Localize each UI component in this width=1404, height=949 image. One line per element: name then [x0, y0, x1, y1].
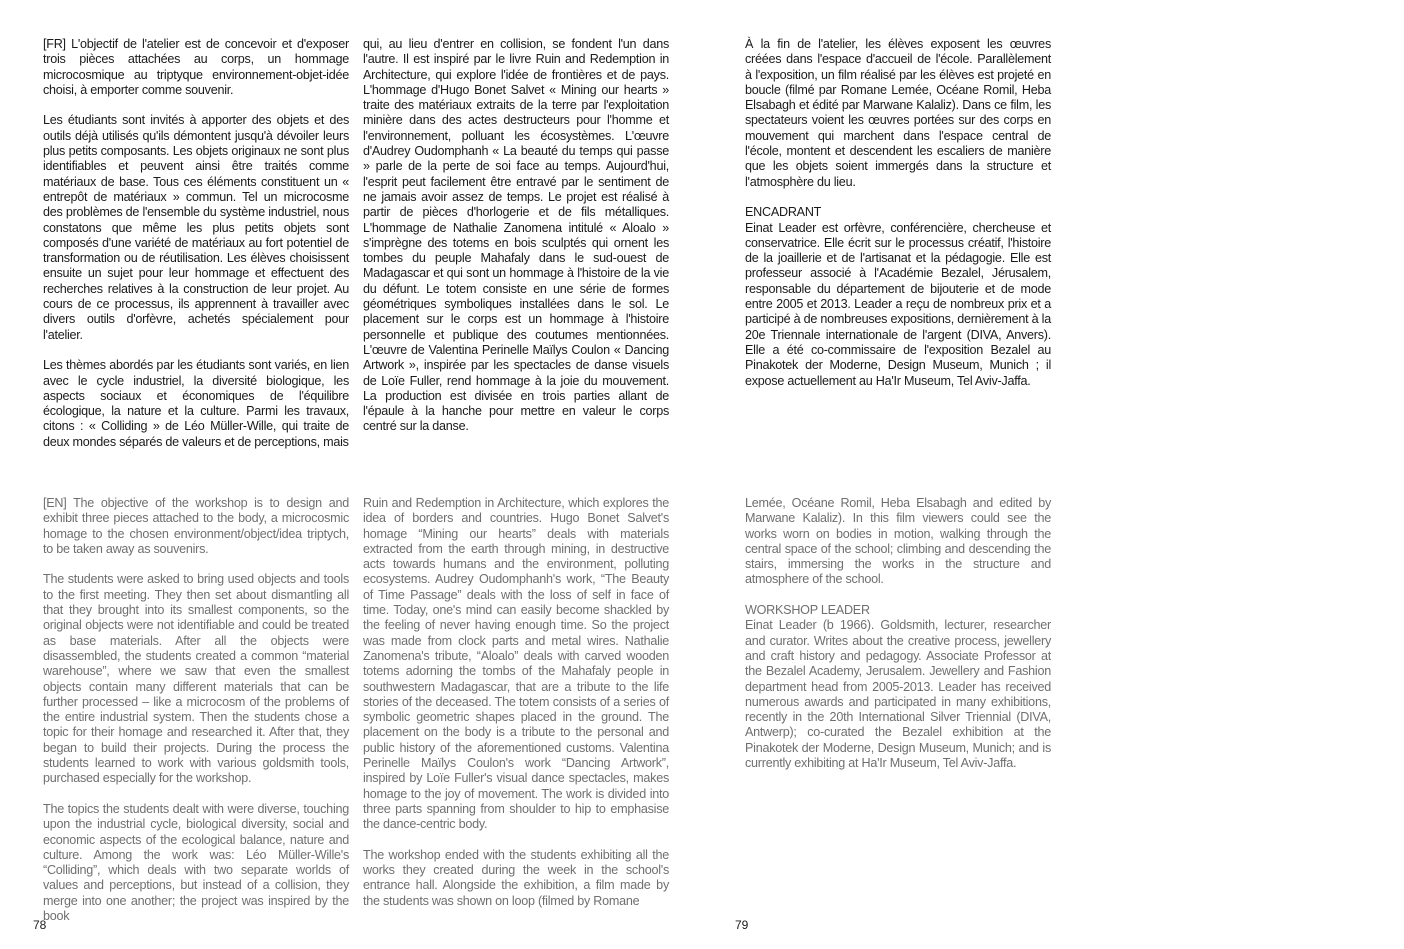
- en-paragraph-students: The students were asked to bring used objects and tools to the first meeting. They then set about dismantling all that they brought into its smallest components, so the original objects were not identifiable and could be treated as base materials. After all the objects were disassembled, the students created a common “material warehouse”, where we saw that even the smallest objects contain many different materials that can be further processed – like a microcosm of the problems of the entire industrial system. Then the students chose a topic for their homage and researched it. After that, they began to build their projects. During the process the students learned to work with various goldsmith tools, purchased especially for the workshop.: [43, 572, 349, 786]
- en-paragraph-exhibition: The workshop ended with the students exhibiting all the works they created during the week in the school's entrance hall. Alongside the exhibition, a film made by the students was shown on loop (filmed by Romane: [363, 847, 669, 908]
- en-paragraph-topics: The topics the students dealt with were diverse, touching upon the industrial cycle, biological diversity, social and economic aspects of the ecological balance, nature and culture. Among the work was: Léo Müller-Wille's “Colliding”, which deals with two separate worlds of values and perceptions, but instead of a collision, they merge into one another; the project was inspired by the book: [43, 801, 349, 924]
- en-paragraph-works: Ruin and Redemption in Architecture, which explores the idea of borders and countries. Hugo Bonet Salvet's homage “Mining our hearts” deals with materials extracted from the earth through mining, in destructive acts towards humans and the environment, polluting ecosystems. Audrey Oudomphanh's work, “The Beauty of Time Passage” deals with the loss of self in face of time. Today, one's mind can easily become shackled by the feeling of never having enough time. So the project was made from clock parts and metal wires. Nathalie Zanomena's tribute, “Aloalo” deals with carved wooden totems adorning the tombs of the Mahafaly people in southwestern Madagascar, that are a tribute to the life stories of the deceased. The totem consists of a series of symbolic geometric shapes placed in the ground. The placement on the body is a tribute to the personal and public history of the aforementioned customs. Valentina Perinelle Maïlys Coulon's work “Dancing Artwork”, inspired by Loïe Fuller's visual dance spectacles, makes homage to the joy of movement. The work is divided into three parts spanning from shoulder to hip to emphasise the dance-centric body.: [363, 496, 669, 832]
- page-gutter: [701, 0, 702, 949]
- fr-paragraph-intro: [FR] L'objectif de l'atelier est de concevoir et d'exposer trois pièces attachées au corps, un hommage microcosmique au triptyque environnement-objet-idée choisi, à emporter comme souvenir.: [43, 37, 349, 97]
- fr-paragraph-bio: Einat Leader est orfèvre, conférencière, chercheuse et conservatrice. Elle écrit sur le processus créatif, l'histoire de la joaillerie et de l'artisanat et la pédagogie. Elle est professeur associé à l'Académie Bezalel, Jérusalem, responsable du département de bijouterie et de mode entre 2005 et 2013. Leader a reçu de nombreux prix et a participé à de nombreuses expositions, dernièrement à la 20e Triennale internationale de l'argent (DIVA, Anvers). Elle a été co-commissaire de l'exposition Bezalel au Pinakotek der Moderne, Design Museum, Munich ; il expose actuellement au Ha'Ir Museum, Tel Aviv-Jaffa.: [745, 220, 1051, 388]
- left-page-english-column-2: [363, 496, 669, 909]
- fr-heading-encadrant: ENCADRANT: [745, 205, 822, 220]
- page-number-right: 79: [735, 918, 749, 932]
- right-page-french-column: [745, 37, 1051, 389]
- fr-paragraph-exhibition: À la fin de l'atelier, les élèves exposent les œuvres créées dans l'espace d'accueil de l'école. Parallèlement à l'exposition, un film réalisé par les élèves est projeté en boucle (filmé par Romane Lemée, Océane Romil, Heba Elsabagh et édité par Marwane Kalaliz). Dans ce film, les spectateurs voient les œuvres portées sur des corps en mouvement qui marchent dans l'espace central de l'école, montent et descendent les escaliers de manière que les objets soient immergés dans la structure et l'atmosphère du lieu.: [745, 37, 1051, 189]
- en-paragraph-bio: Einat Leader (b 1966). Goldsmith, lecturer, researcher and curator. Writes about the creative process, jewellery and craft history and pedagogy. Associate Professor at the Bezalel Academy, Jerusalem. Jewellery and Fashion department head from 2005-2013. Leader has received numerous awards and participated in many exhibitions, recently in the 20th International Silver Triennial (DIVA, Antwerp); co-curated the Bezalel exhibition at the Pinakotek der Moderne, Design Museum, Munich; and is currently exhibiting at Ha'Ir Museum, Tel Aviv-Jaffa.: [745, 618, 1051, 771]
- left-page-french-column-2: [363, 37, 669, 435]
- en-paragraph-film: Lemée, Océane Romil, Heba Elsabagh and edited by Marwane Kalaliz). In this film viewers could see the works worn on bodies in motion, walking through the central space of the school; climbing and descending the stairs, immersing the works in the structure and atmosphere of the school.: [745, 496, 1051, 587]
- right-page-english-column: [745, 496, 1051, 771]
- fr-paragraph-themes: Les thèmes abordés par les étudiants sont variés, en lien avec le cycle industriel, la diversité biologique, les aspects sociaux et économiques de l'équilibre écologique, la nature et la culture. Parmi les travaux, citons : « Colliding » de Léo Müller-Wille, qui traite de deux mondes séparés de valeurs et de perceptions, mais: [43, 358, 349, 449]
- en-heading-workshop-leader: WORKSHOP LEADER: [745, 603, 870, 618]
- left-page-french-column-1: [43, 37, 349, 450]
- page-number-left: 78: [33, 918, 47, 932]
- en-paragraph-intro: [EN] The objective of the workshop is to design and exhibit three pieces attached to the body, a microcosmic homage to the chosen environment/object/idea triptych, to be taken away as souvenirs.: [43, 496, 349, 556]
- fr-paragraph-works: qui, au lieu d'entrer en collision, se fondent l'un dans l'autre. Il est inspiré par le livre Ruin and Redemption in Architecture, qui explore l'idée de frontières et de pays. L'hommage d'Hugo Bonet Salvet « Mining our hearts » traite des matériaux extraits de la terre par l'exploitation minière dans des actes destructeurs pour l'homme et l'environnement, polluant les écosystèmes. L'œuvre d'Audrey Oudomphanh « La beauté du temps qui passe » parle de la perte de soi face au temps. Aujourd'hui, l'esprit peut facilement être entravé par le sentiment de ne jamais avoir assez de temps. Le projet est réalisé à partir de pièces d'horlogerie et de fils métalliques. L'hommage de Nathalie Zanomena intitulé « Aloalo » s'imprègne des totems en bois sculptés qui ornent les tombes du peuple Mahafaly dans le sud-ouest de Madagascar et qui sont un hommage à l'histoire de la vie du défunt. Le totem consiste en une série de formes géométriques symboliques installées dans le sol. Le placement sur le corps est un hommage à l'histoire personnelle et publique des coutumes mentionnées. L'œuvre de Valentina Perinelle Maïlys Coulon « Dancing Artwork », inspirée par les spectacles de danse visuels de Loïe Fuller, rend hommage à la joie du mouvement. La production est divisée en trois parties allant de l'épaule à la hanche pour mettre en valeur le corps centré sur la danse.: [363, 37, 669, 434]
- fr-paragraph-students: Les étudiants sont invités à apporter des objets et des outils déjà utilisés qu'ils démontent jusqu'à dévoiler leurs plus petits composants. Les objets originaux ne sont plus identifiables et peuvent ainsi être traités comme matériaux de base. Tous ces éléments constituent un « entrepôt de matériaux » commun. Tel un microcosme des problèmes de l'ensemble du système industriel, nous constatons que même les plus petits objets sont composés d'une variété de matériaux au fort potentiel de transformation ou de réutilisation. Les élèves choisissent ensuite un sujet pour leur hommage et effectuent des recherches relatives à la construction de leur projet. Au cours de ce processus, ils apprennent à travailler avec divers outils d'orfèvre, achetés spécialement pour l'atelier.: [43, 113, 349, 342]
- left-page-english-column-1: [43, 496, 349, 924]
